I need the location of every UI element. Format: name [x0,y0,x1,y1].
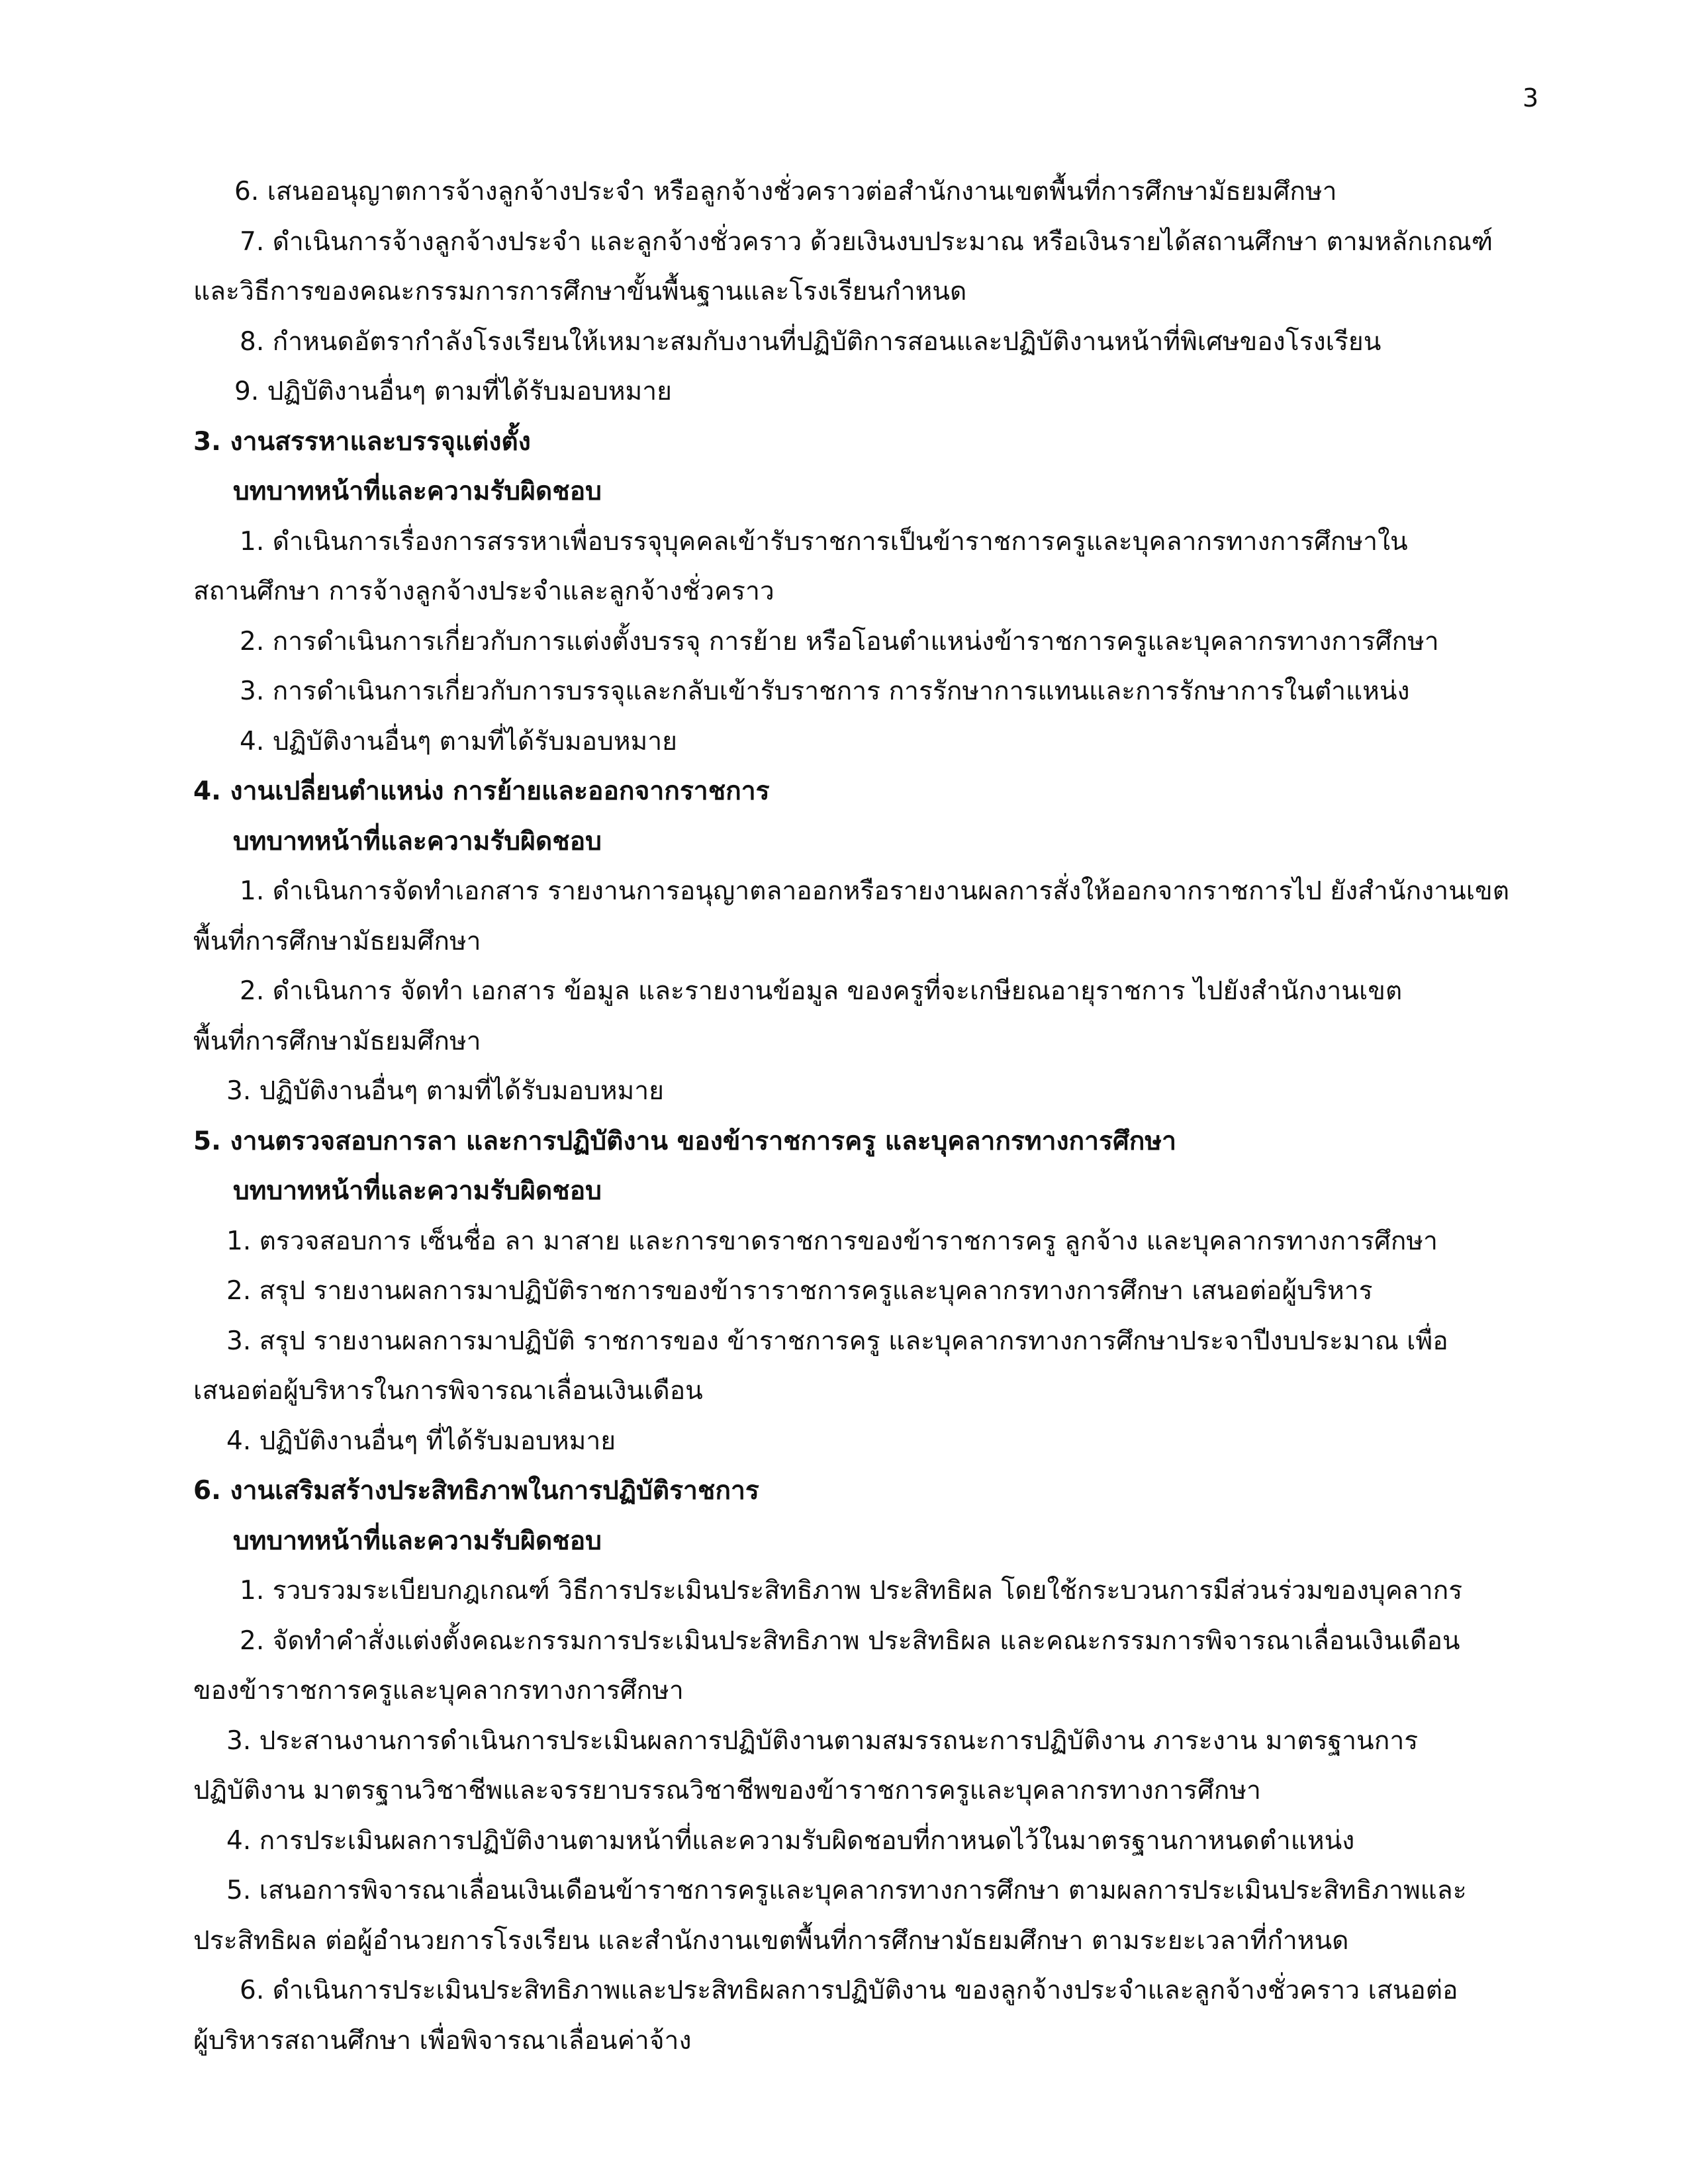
text-line: ปฏิบัติงาน มาตรฐานวิชาชีพและจรรยาบรรณวิชาชีพของข้าราชการครูและบุคลากรทางการศึกษา [193,1776,1261,1805]
text-line: 1. ดำเนินการเรื่องการสรรหาเพื่อบรรจุบุคคลเข้ารับราชการเป็นข้าราชการครูและบุคลากรทางการศึกษาใน [240,526,1408,557]
text-line: 9. ปฏิบัติงานอื่นๆ ตามที่ได้รับมอบหมาย [234,377,673,406]
text-line: ของข้าราชการครูและบุคลากรทางการศึกษา [193,1676,684,1706]
text-line: 4. ปฏิบัติงานอื่นๆ ตามที่ได้รับมอบหมาย [240,726,678,756]
text-line: พื้นที่การศึกษามัธยมศึกษา [193,926,481,956]
text-line: 6. ดำเนินการประเมินประสิทธิภาพและประสิทธิผลการปฏิบัติงาน ของลูกจ้างประจำและลูกจ้างชั่วคราว เสนอต่อ [240,1976,1458,2005]
section-heading: 3. งานสรรหาและบรรจุแต่งตั้ง [193,426,531,457]
text-line: 3. ปฏิบัติงานอื่นๆ ตามที่ได้รับมอบหมาย [226,1076,665,1106]
text-line: 2. การดำเนินการเกี่ยวกับการแต่งตั้งบรรจุ การย้าย หรือโอนตำแหน่งข้าราชการครูและบุคลากรทางการศึกษา [240,626,1439,657]
text-line: ผู้บริหารสถานศึกษา เพื่อพิจารณาเลื่อนค่าจ้าง [193,2025,692,2056]
text-line: 7. ดำเนินการจ้างลูกจ้างประจำ และลูกจ้างชั่วคราว ด้วยเงินงบประมาณ หรือเงินรายได้สถานศึกษา ตามหลักเกณฑ์ [240,226,1493,257]
text-line: 1. ตรวจสอบการ เซ็นชื่อ ลา มาสาย และการขาดราชการของข้าราชการครู ลูกจ้าง และบุคลากรทางการศึกษา [226,1226,1438,1256]
text-line: เสนอต่อผู้บริหารในการพิจารณาเลื่อนเงินเดือน [193,1376,703,1406]
text-line: 3. การดำเนินการเกี่ยวกับการบรรจุและกลับเข้ารับราชการ การรักษาการแทนและการรักษาการในตำแหน่ง [240,676,1410,706]
responsibilities-heading: บทบาทหน้าที่และความรับผิดชอบ [233,826,602,856]
text-line: 1. รวบรวมระเบียบกฎเกณฑ์ วิธีการประเมินประสิทธิภาพ ประสิทธิผล โดยใช้กระบวนการมีส่วนร่วมของบุคลากร [240,1576,1463,1606]
text-line: 5. เสนอการพิจารณาเลื่อนเงินเดือนข้าราชการครูและบุคลากรทางการศึกษา ตามผลการประเมินประสิทธิภาพและ [226,1876,1467,1905]
responsibilities-heading: บทบาทหน้าที่และความรับผิดชอบ [233,1525,602,1556]
text-line: 4. ปฏิบัติงานอื่นๆ ที่ได้รับมอบหมาย [226,1426,616,1456]
text-line: และวิธีการของคณะกรรมการการศึกษาขั้นพื้นฐานและโรงเรียนกำหนด [193,277,967,306]
text-line: พื้นที่การศึกษามัธยมศึกษา [193,1026,481,1056]
section-heading: 4. งานเปลี่ยนตำแหน่ง การย้ายและออกจากราชการ [193,776,770,806]
text-line: 1. ดำเนินการจัดทำเอกสาร รายงานการอนุญาตลาออกหรือรายงานผลการสั่งให้ออกจากราชการไป ยังสำนักงานเขต [240,876,1510,906]
section-heading: 5. งานตรวจสอบการลา และการปฏิบัติงาน ของข้าราชการครู และบุคลากรทางการศึกษา [193,1126,1176,1156]
text-line: ประสิทธิผล ต่อผู้อำนวยการโรงเรียน และสำนักงานเขตพื้นที่การศึกษามัธยมศึกษา ตามระยะเวลาที่กำหนด [193,1925,1349,1956]
responsibilities-heading: บทบาทหน้าที่และความรับผิดชอบ [233,1176,602,1206]
page-number: 3 [1523,83,1539,113]
text-line: 2. ดำเนินการ จัดทำ เอกสาร ข้อมูล และรายงานข้อมูล ของครูที่จะเกษียณอายุราชการ ไปยังสำนักงานเขต [240,976,1403,1006]
text-line: 2. จัดทำคำสั่งแต่งตั้งคณะกรรมการประเมินประสิทธิภาพ ประสิทธิผล และคณะกรรมการพิจารณาเลื่อนเงินเดือน [240,1625,1460,1656]
text-line: 8. กำหนดอัตรากำลังโรงเรียนให้เหมาะสมกับงานที่ปฏิบัติการสอนและปฏิบัติงานหน้าที่พิเศษของโรงเรียน [240,326,1382,357]
responsibilities-heading: บทบาทหน้าที่และความรับผิดชอบ [233,477,602,506]
text-line: 3. สรุป รายงานผลการมาปฏิบัติ ราชการของ ข้าราชการครู และบุคลากรทางการศึกษาประจาปีงบประมาณ เพื่อ [226,1326,1448,1356]
text-line: สถานศึกษา การจ้างลูกจ้างประจำและลูกจ้างชั่วคราว [193,576,774,606]
text-line: 2. สรุป รายงานผลการมาปฏิบัติราชการของข้าราราชการครูและบุคลากรทางการศึกษา เสนอต่อผู้บริหาร [226,1276,1373,1306]
text-line: 4. การประเมินผลการปฏิบัติงานตามหน้าที่และความรับผิดชอบที่กาหนดไว้ในมาตรฐานกาหนดตำแหน่ง [226,1825,1355,1856]
section-heading: 6. งานเสริมสร้างประสิทธิภาพในการปฏิบัติราชการ [193,1476,759,1506]
document-body [193,167,1557,2066]
text-line: 3. ประสานงานการดำเนินการประเมินผลการปฏิบัติงานตามสมรรถนะการปฏิบัติงาน ภาระงาน มาตรฐานการ [226,1725,1419,1756]
text-line: 6. เสนออนุญาตการจ้างลูกจ้างประจำ หรือลูกจ้างชั่วคราวต่อสำนักงานเขตพื้นที่การศึกษามัธยมศึกษา [234,177,1337,206]
